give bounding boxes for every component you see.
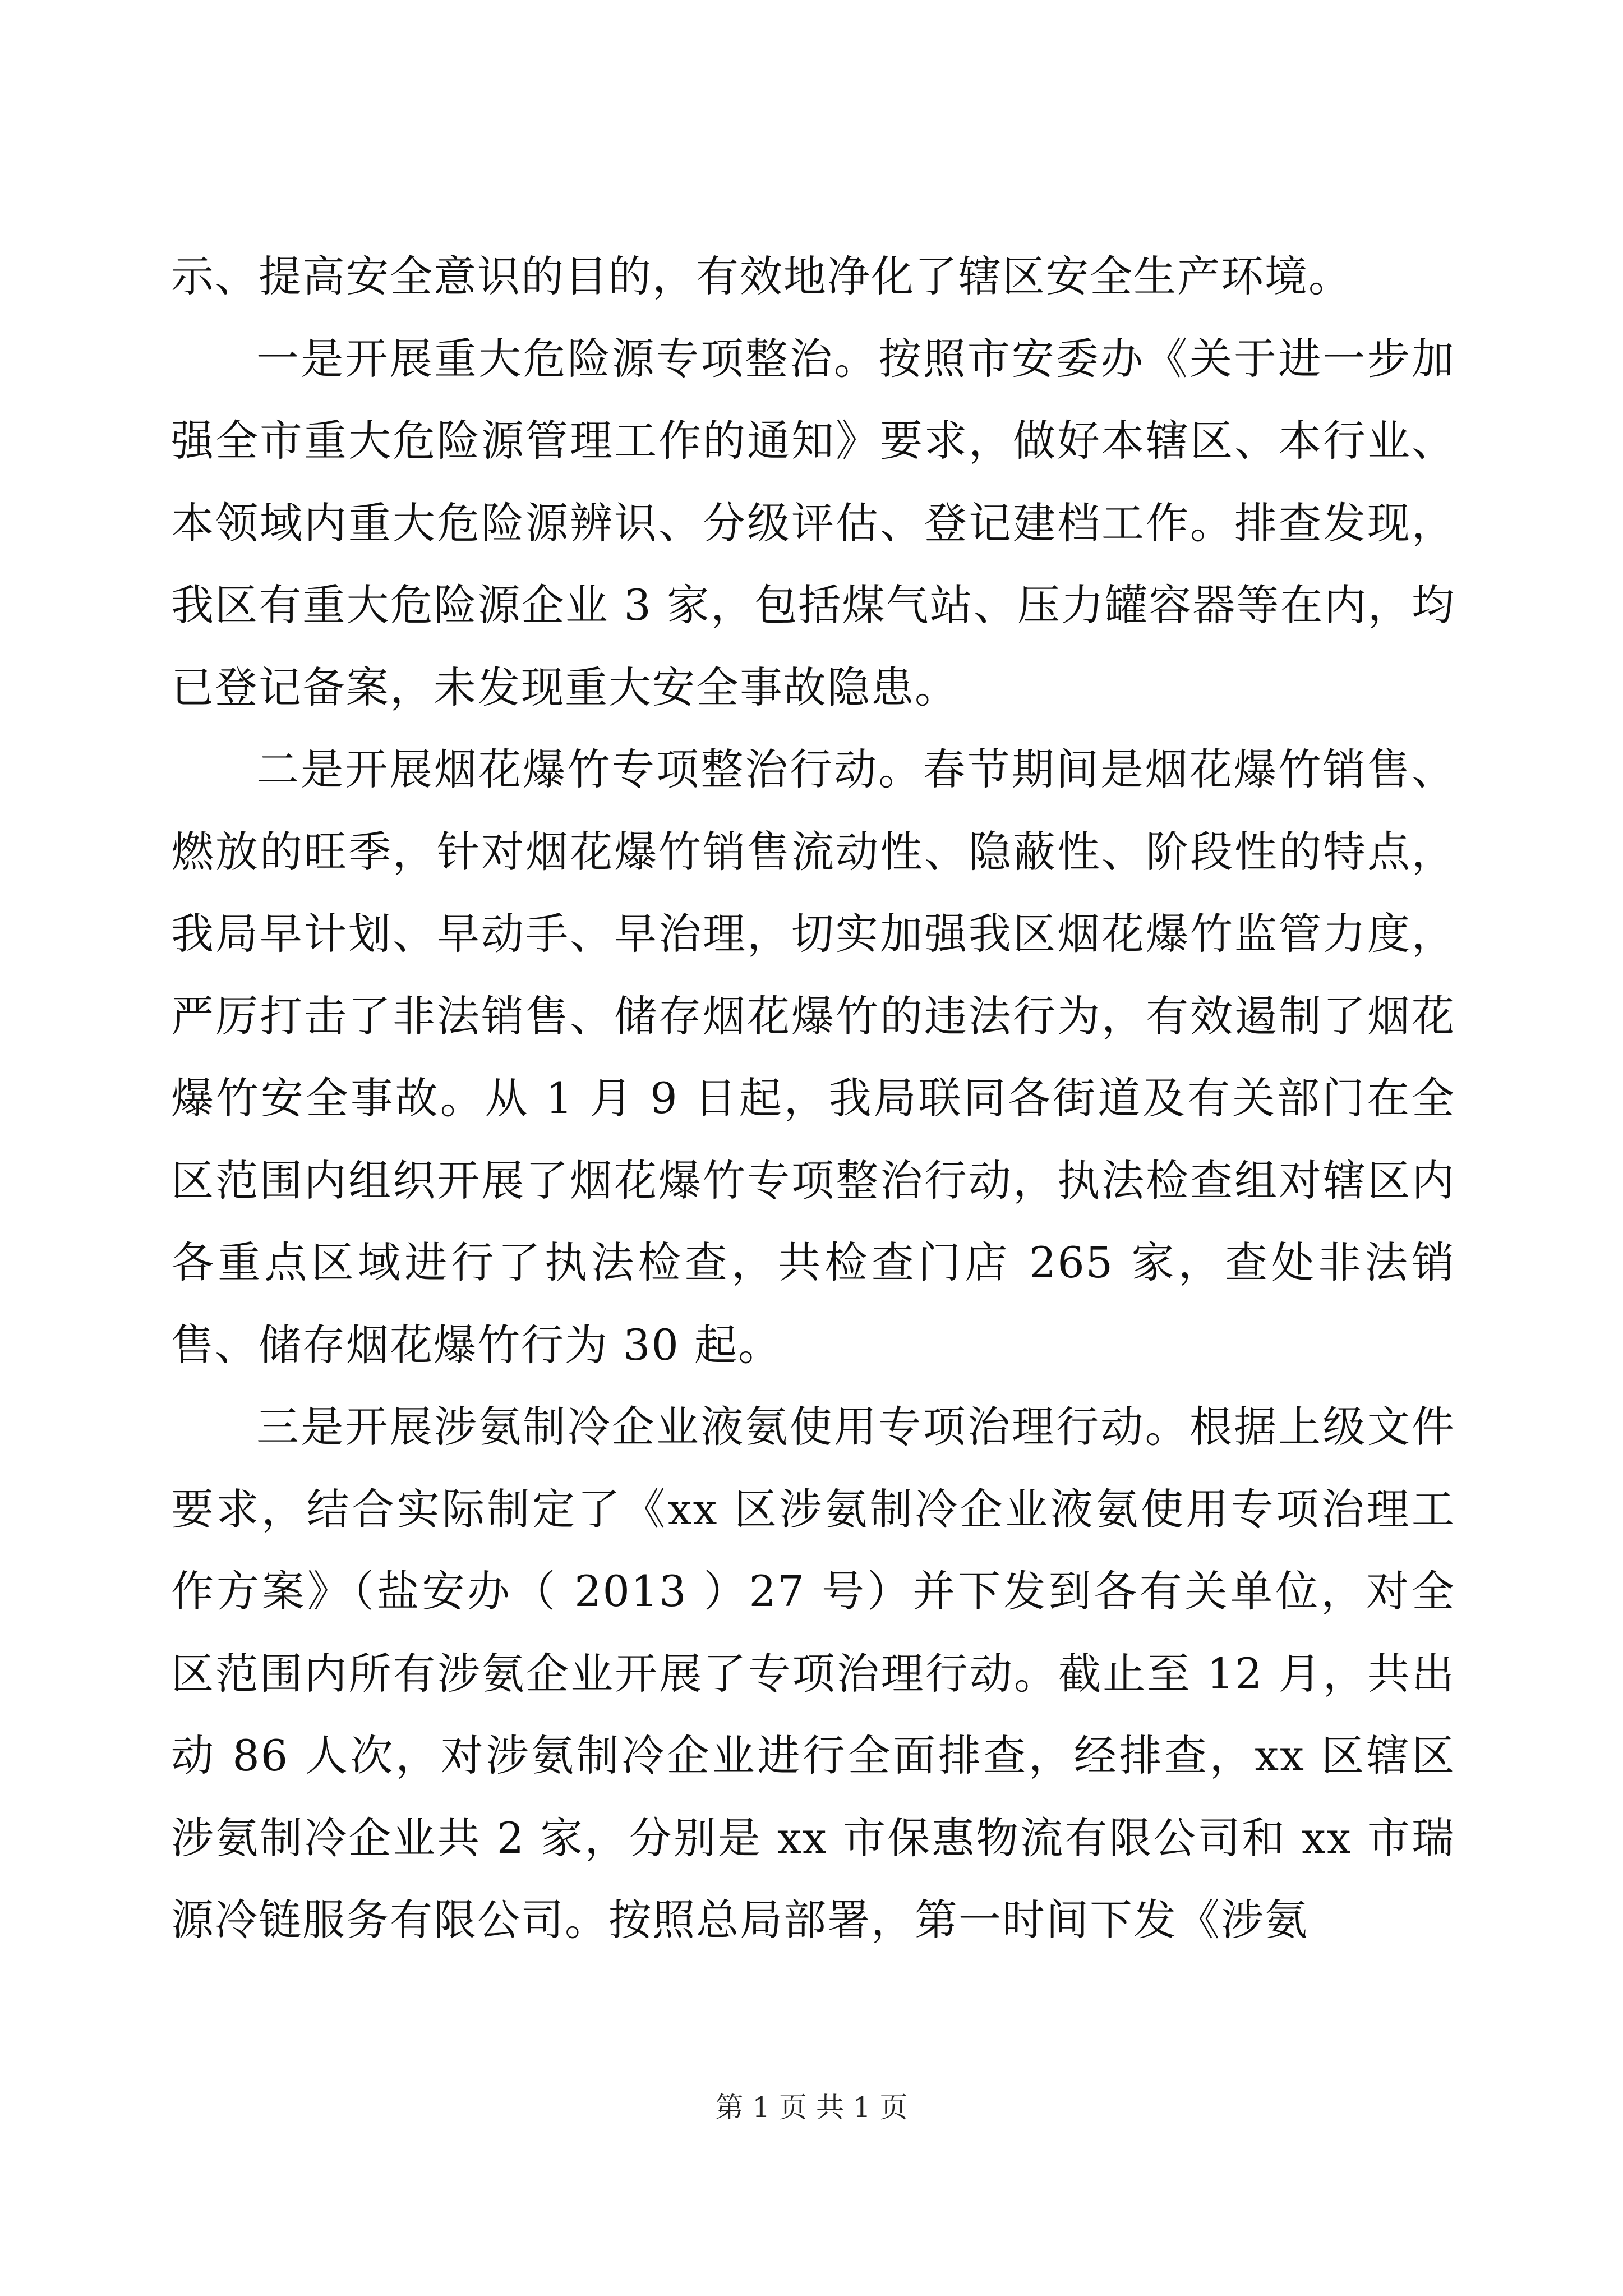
page-footer: 第 1 页 共 1 页 <box>715 2091 908 2124</box>
document-body <box>171 236 1455 1962</box>
paragraph-continuation: 示、提高安全意识的目的，有效地净化了辖区安全生产环境。 <box>171 251 1352 301</box>
paragraph-fireworks: 二是开展烟花爆竹专项整治行动。春节期间是烟花爆竹销售、燃放的旺季，针对烟花爆竹销售流动性、隐蔽性、阶段性的特点，我局早计划、早动手、早治理，切实加强我区烟花爆竹监管力度，严厉打击了非法销售、储存烟花爆竹的违法行为，有效遏制了烟花爆竹安全事故。从 1 月 9 日起，我局联同各街道及有关部门在全区范围内组织开展了烟花爆竹专项整治行动，执法检查组对辖区内各重点区域进行了执法检查，共检查门店 265 家，查处非法销售、储存烟花爆竹行为 30 起。 <box>171 744 1455 1370</box>
paragraph-hazard-source: 一是开展重大危险源专项整治。按照市安委办《关于进一步加强全市重大危险源管理工作的通知》要求，做好本辖区、本行业、本领域内重大危险源辨识、分级评估、登记建档工作。排查发现，我区有重大危险源企业 3 家，包括煤气站、压力罐容器等在内，均已登记备案，未发现重大安全事故隐患。 <box>171 333 1455 712</box>
paragraph-ammonia: 三是开展涉氨制冷企业液氨使用专项治理行动。根据上级文件要求，结合实际制定了《xx 区涉氨制冷企业液氨使用专项治理工作方案》（盐安办（ 2013 ）27 号）并下发到各有关单位，对全区范围内所有涉氨企业开展了专项治理行动。截止至 12 月，共出动 86 人次，对涉氨制冷企业进行全面排查，经排查，xx 区辖区涉氨制冷企业共 2 家，分别是 xx 市保惠物流有限公司和 xx 市瑞源冷链服务有限公司。按照总局部署，第一时间下发《涉氨 <box>171 1402 1455 1945</box>
